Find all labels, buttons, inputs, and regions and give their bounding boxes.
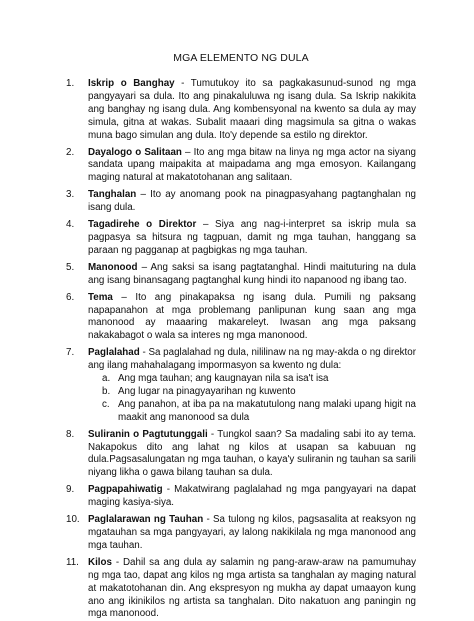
item-description: – Ang saksi sa isang pagtatanghal. Hindi maituturing na dula ang isang binansagang pagtanghal kung hindi ito napanood ng ibang tao. [88, 261, 416, 286]
list-item [66, 262, 416, 288]
sub-list-item [102, 373, 416, 386]
item-term: Kilos [88, 556, 112, 568]
item-description: – Ito ang mga bitaw na linya ng mga actor na siyang sandata upang maipakita at maipadama ang mga emosyon. Kailangang maging natural at makatotohanan ang salitaan. [88, 146, 416, 184]
item-number: 2. [66, 146, 75, 158]
item-description: - Sa tulong ng kilos, pagsasalita at reaksyon ng mgatauhan sa mga pangyayari, ay lalong nakikilala ng mga manonood ang mga tauhan. [88, 514, 416, 551]
list-item [66, 147, 416, 186]
sub-item-text: Ang panahon, at iba pa na makatutulong nang malaki upang higit na maakit ang manonood sa dula [118, 398, 416, 423]
item-description: - Makatwirang paglalahad ng mga pangyayari na dapat maging kasiya-siya. [88, 484, 416, 509]
item-number: 1. [66, 78, 75, 89]
item-number: 6. [66, 291, 75, 303]
item-term: Tema [88, 291, 113, 303]
item-term: Suliranin o Pagtutunggali [88, 428, 208, 440]
sub-item-letter: b. [102, 385, 111, 397]
list-item [66, 557, 416, 621]
sub-item-letter: c. [102, 398, 110, 410]
list-item [66, 429, 416, 481]
sub-item-text: Ang lugar na pinagyayarihan ng kuwento [118, 385, 296, 397]
list-item [66, 514, 416, 553]
sub-list-item [102, 386, 416, 399]
item-number: 9. [66, 484, 75, 496]
item-term: Manonood [88, 261, 138, 273]
item-number: 4. [66, 219, 75, 231]
item-number: 5. [66, 261, 75, 273]
item-term: Tagadirehe o Direktor [88, 219, 197, 231]
item-description: – Ito ay anomang pook na pinagpasyahang pagtanghalan ng isang dula. [88, 189, 416, 214]
item-number: 10. [66, 514, 80, 526]
item-description: - Tungkol saan? Sa madaling sabi ito ay tema. Nakapokus dito ang lahat ng kilos at usapan sa kabuuan ng dula.Pagsasalungatan ng mga tauhan, o kaya'y suliranin ng tauhan sa sarili niyang likha o gawa bilang tauhan sa dula. [88, 428, 416, 479]
sub-list-item [102, 399, 416, 425]
list-item [66, 219, 416, 258]
document-title: MGA ELEMENTO NG DULA [173, 52, 309, 64]
list-item [66, 189, 416, 215]
item-description: - Dahil sa ang dula ay salamin ng pang-araw-araw na pamumuhay ng mga tao, dapat ang kilos ng mga artista sa tanghalan ay maging natural at makatotohanan din. Ang ekspresyon ng mukha ay dapat umaayon kung ano ang ikinikilos ng artista sa tanghalan. Dito nakatuon ang paningin ng mga manonood. [88, 556, 416, 620]
item-term: Tanghalan [88, 189, 137, 201]
item-term: Paglalarawan ng Tauhan [88, 514, 204, 526]
item-number: 11. [66, 556, 79, 568]
item-term: Pagpapahiwatig [88, 484, 163, 496]
item-description: - Tumutukoy ito sa pagkakasunud-sunod ng mga pangyayari sa dula. Ito ang pinakaluluwa ng isang dula. Sa Iskrip nakikita ang banghay ng isang dula. Ang kombensyonal na kwento sa dula ay may simula, gitna at wakas. Subalit maaari ding magsimula sa gitna o wakas muna bago simulan ang dula. Ito'y depende sa estilo ng direktor. [88, 78, 416, 141]
item-number: 3. [66, 189, 75, 201]
item-term: Dayalogo o Salitaan [88, 146, 182, 158]
list-item [66, 347, 416, 424]
list-item [66, 484, 416, 510]
item-description: - Sa paglalahad ng dula, nililinaw na ng may-akda o ng direktor ang ilang mahahalagang impormasyon sa kwento ng dula: [88, 347, 416, 372]
sub-item-letter: a. [102, 373, 111, 385]
item-description: – Siya ang nag-i-interpret sa iskrip mula sa pagpasya sa hitsura ng tagpuan, damit ng mga tauhan, hanggang sa paraan ng pagganap at pagbigkas ng mga tauhan. [88, 219, 416, 256]
sub-list [88, 373, 416, 425]
element-list [66, 78, 416, 621]
sub-item-text: Ang mga tauhan; ang kaugnayan nila sa isa't isa [118, 373, 329, 385]
item-number: 8. [66, 428, 75, 440]
list-item [66, 78, 416, 143]
item-description: – Ito ang pinakapaksa ng isang dula. Pumili ng paksang napapanahon at mga problemang panlipunan kung saan ang mga manonood ay maaaring makareleyt. Iwasan ang mga paksang nakakabagot o wala sa interes ng mga manonood. [88, 291, 416, 342]
list-item [66, 292, 416, 344]
item-term: Paglalahad [88, 347, 140, 359]
item-number: 7. [66, 347, 75, 359]
item-term: Iskrip o Banghay [88, 78, 175, 89]
